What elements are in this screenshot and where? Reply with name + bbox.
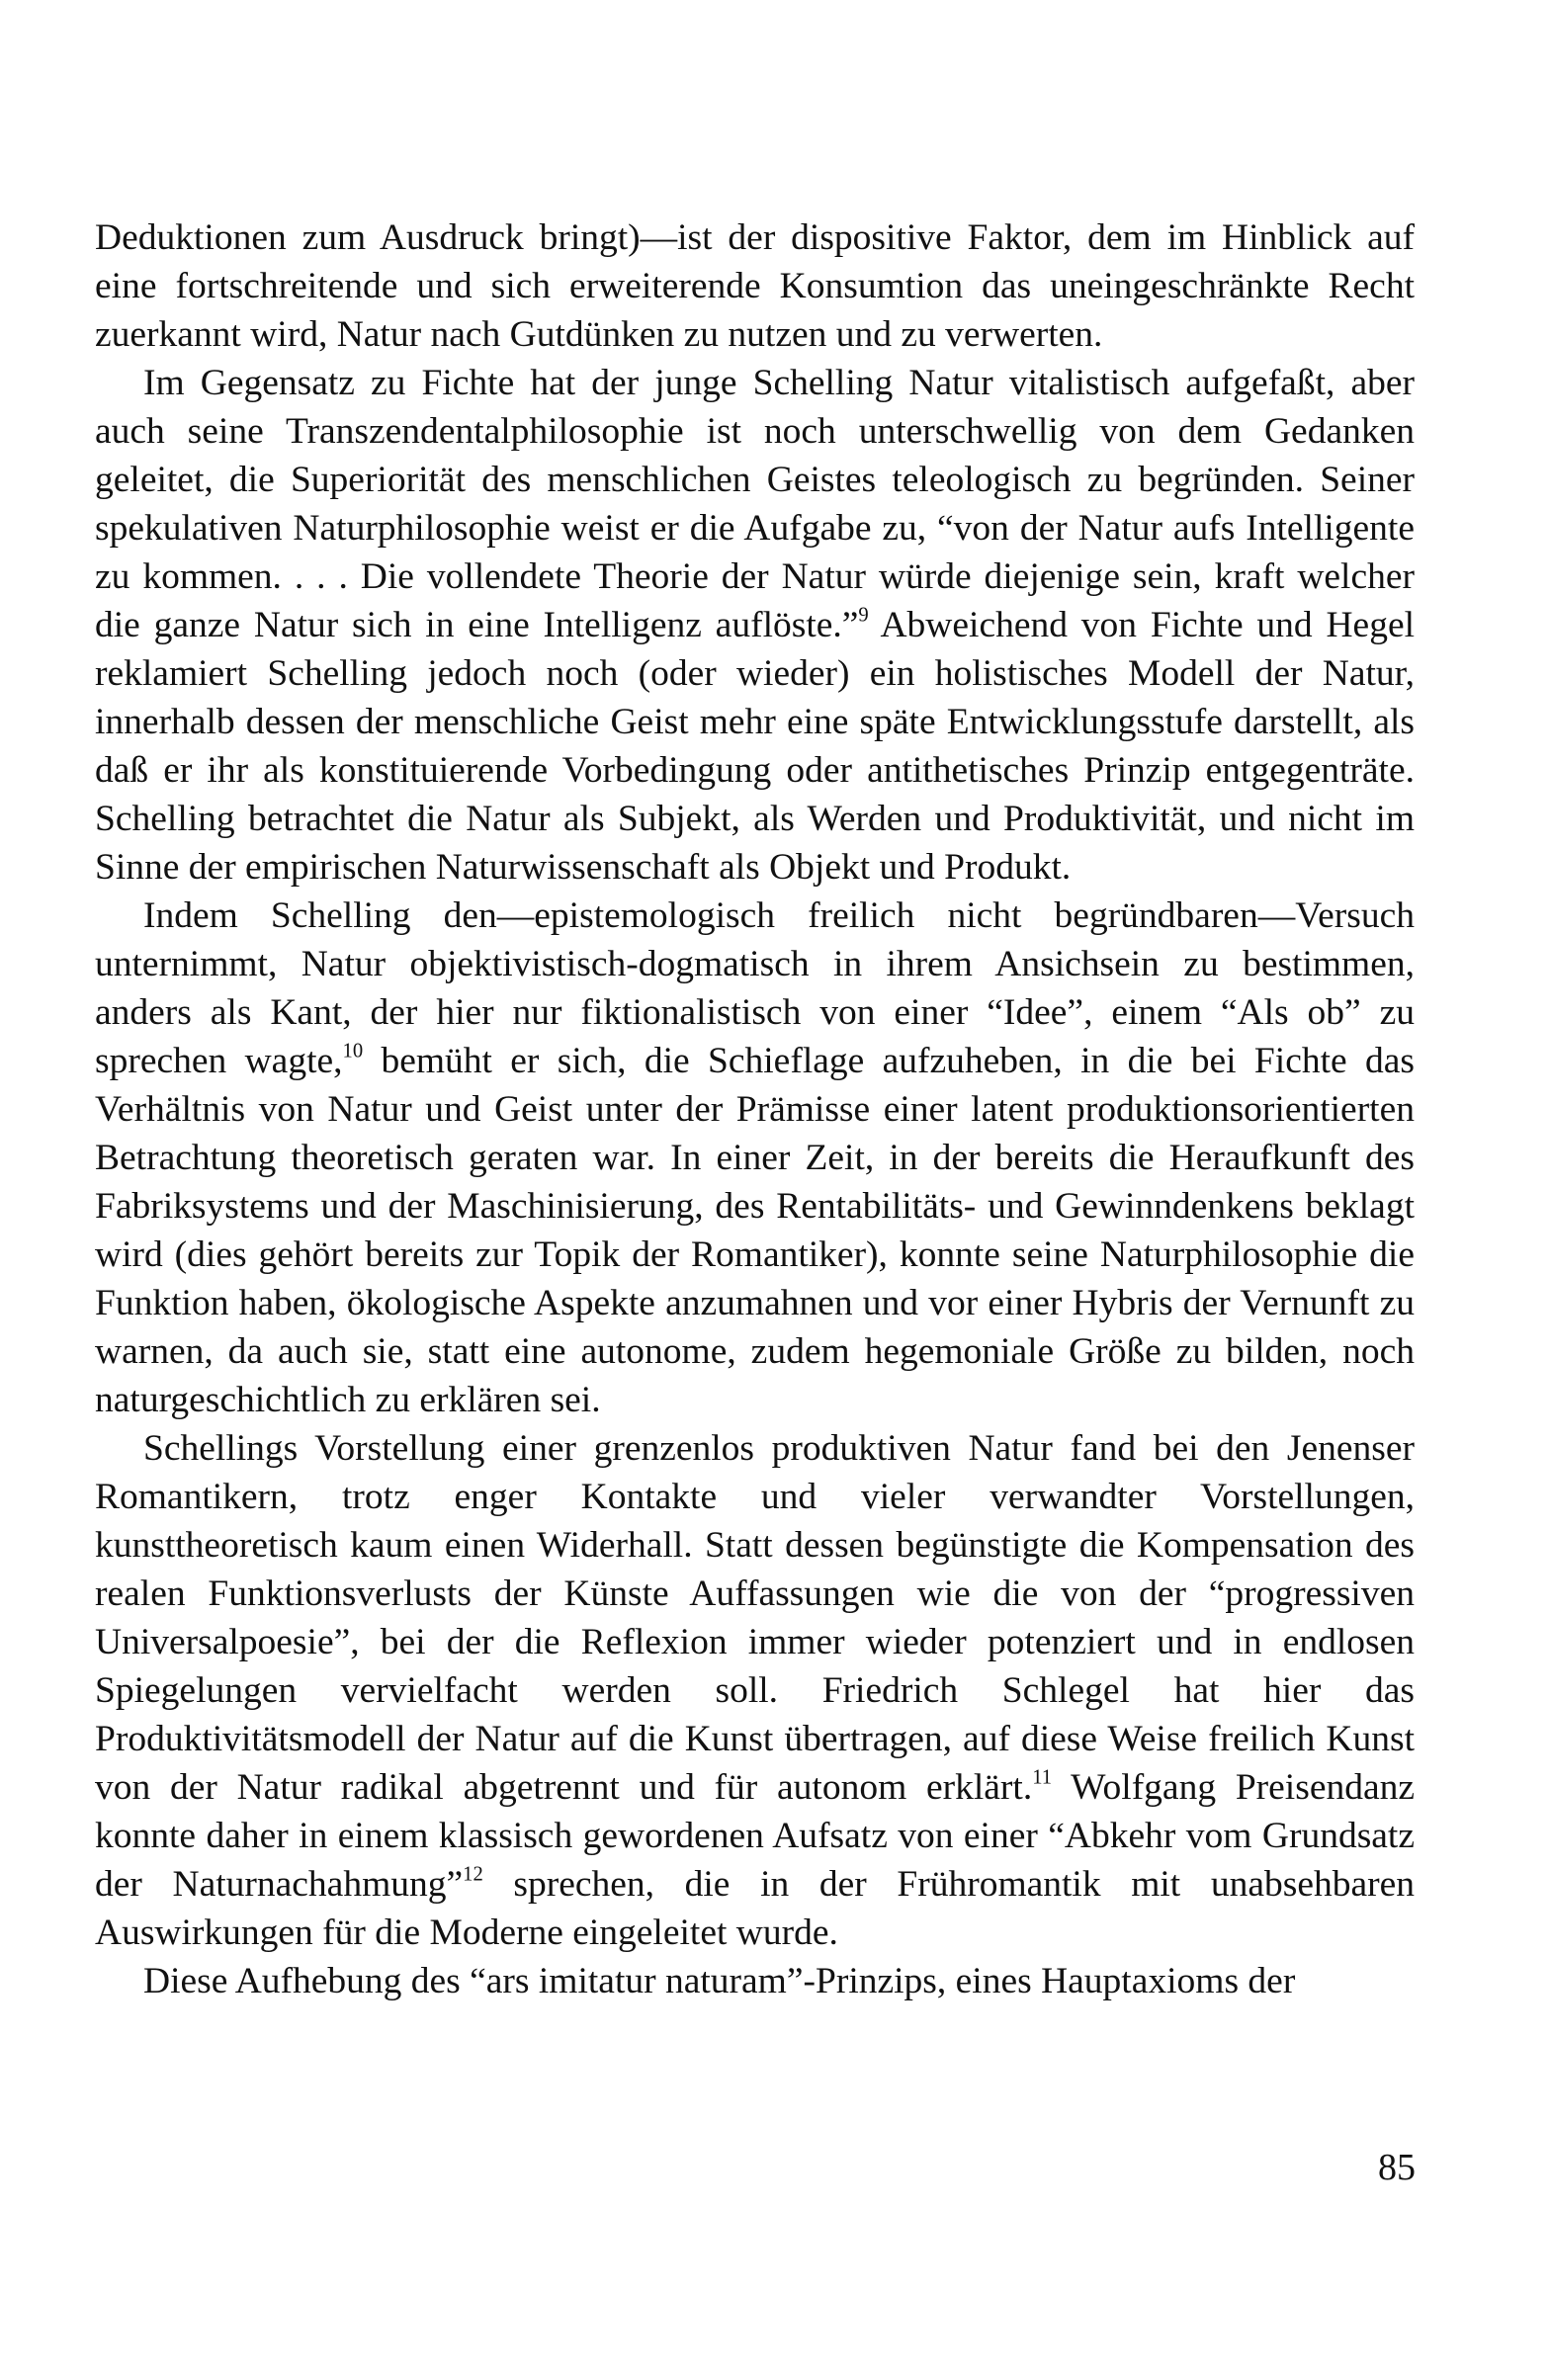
footnote-ref-11: 11 xyxy=(1032,1766,1053,1789)
paragraph-schelling-vitalism xyxy=(95,359,1415,892)
paragraph-jena-romantics xyxy=(95,1424,1415,1957)
paragraph-text: Wolfgang Preisendanz konnte daher in einem klassisch gewordenen Aufsatz von einer “Abkehr vom Grundsatz der Naturnachahmung” xyxy=(95,1767,1415,1905)
paragraph-text: Indem Schelling den—epistemologisch freilich nicht begründbaren—Versuch unternimmt, Natur objektivistisch-dogmatisch in ihrem Ansichsein zu bestimmen, anders als Kant, der hier nur fiktionalistisch von einer “Idee”, einem “Als ob” zu sprechen wagte, xyxy=(95,895,1415,1081)
page-body xyxy=(95,213,1415,2005)
paragraph-continuation xyxy=(95,213,1415,359)
paragraph-text: Schellings Vorstellung einer grenzenlos produktiven Natur fand bei den Jenenser Romantikern, trotz enger Kontakte und vieler verwandter Vorstellungen, kunsttheoretisch kaum einen Widerhall. Statt dessen begünstigte die Kompensation des realen Funktionsverlusts der Künste Auffassungen wie die von der “progressiven Universalpoesie”, bei der die Reflexion immer wieder potenziert und in endlosen Spiegelungen vervielfacht werden soll. Friedrich Schlegel hat hier das Produktivitätsmodell der Natur auf die Kunst übertragen, auf diese Weise freilich Kunst von der Natur radikal abgetrennt und für autonom erklärt. xyxy=(95,1428,1415,1808)
paragraph-text: Im Gegensatz zu Fichte hat der junge Schelling Natur vitalistisch aufgefaßt, aber auch seine Transzendentalphilosophie ist noch unterschwellig von dem Gedanken geleitet, die Superiorität des menschlichen Geistes teleologisch zu begründen. Seiner spekulativen Naturphilosophie weist er die Aufgabe zu, “von der Natur aufs Intelligente zu kommen. . . . Die vollendete Theorie der Natur würde diejenige sein, kraft welcher die ganze Natur sich in eine Intelligenz auflöste.” xyxy=(95,363,1415,645)
paragraph-text: sprechen, die in der Frühromantik mit unabsehbaren Auswirkungen für die Moderne eingeleitet wurde. xyxy=(95,1864,1415,1953)
paragraph-text: bemüht er sich, die Schieflage aufzuheben, in die bei Fichte das Verhältnis von Natur und Geist unter der Prämisse einer latent produktionsorientierten Betrachtung theoretisch geraten war. In einer Zeit, in der bereits die Heraufkunft des Fabriksystems und der Maschinisierung, des Rentabilitäts- und Gewinndenkens beklagt wird (dies gehört bereits zur Topik der Romantiker), konnte seine Naturphilosophie die Funktion haben, ökologische Aspekte anzumahnen und vor einer Hybris der Vernunft zu warnen, da auch sie, statt eine autonome, zudem hegemoniale Größe zu bilden, noch naturgeschichtlich zu erklären sei. xyxy=(95,1041,1415,1420)
page-number: 85 xyxy=(1378,2147,1416,2188)
footnote-ref-10: 10 xyxy=(342,1040,364,1062)
paragraph-text: Diese Aufhebung des “ars imitatur naturam”-Prinzips, eines Hauptaxioms der xyxy=(143,1961,1296,2001)
paragraph-text: Abweichend von Fichte und Hegel reklamiert Schelling jedoch noch (oder wieder) ein holistisches Modell der Natur, innerhalb dessen der menschliche Geist mehr eine späte Entwicklungsstufe darstellt, als daß er ihr als konstituierende Vorbedingung oder antithetisches Prinzip entgegenträte. Schelling betrachtet die Natur als Subjekt, als Werden und Produktivität, und nicht im Sinne der empirischen Naturwissenschaft als Objekt und Produkt. xyxy=(95,605,1416,888)
paragraph-ars-imitatur xyxy=(95,1957,1415,2005)
paragraph-text: Deduktionen zum Ausdruck bringt)—ist der dispositive Faktor, dem im Hinblick auf eine fortschreitende und sich erweiterende Konsumtion das uneingeschränkte Recht zuerkannt wird, Natur nach Gutdünken zu nutzen und zu verwerten. xyxy=(95,217,1415,355)
footnote-ref-9: 9 xyxy=(858,604,869,627)
footnote-ref-12: 12 xyxy=(463,1863,483,1886)
paragraph-schelling-kant xyxy=(95,892,1415,1424)
